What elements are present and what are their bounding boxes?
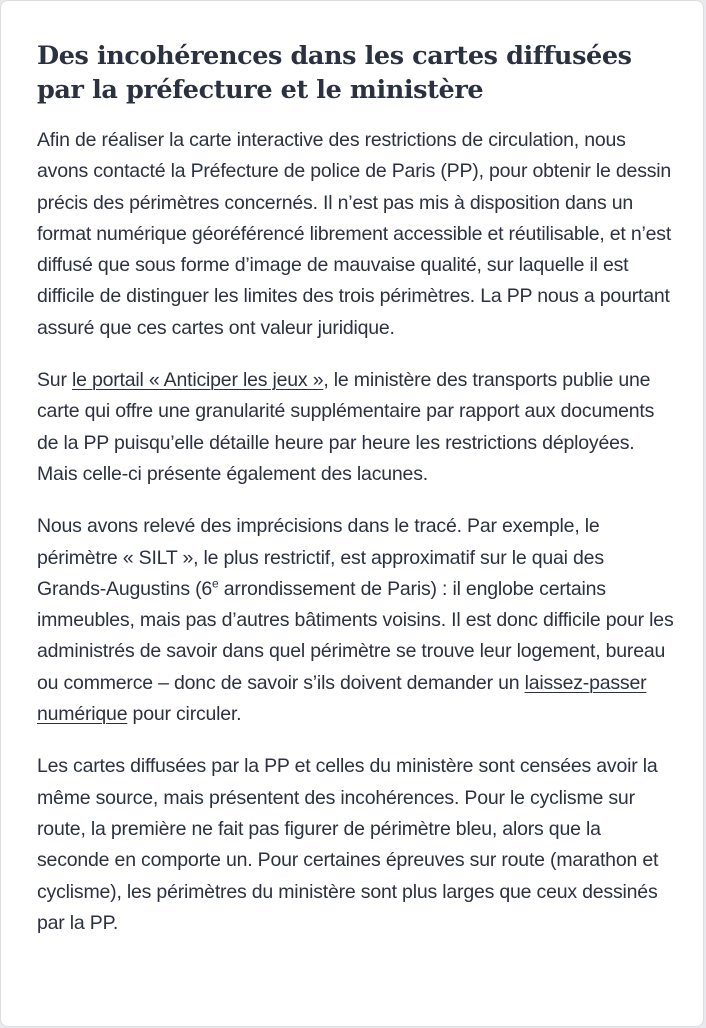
paragraph-1: Afin de réaliser la carte interactive des restrictions de circulation, nous avons contacté la Préfecture de police de Paris (PP), pour obtenir le dessin précis des périmètres concernés. Il n’est pas mis à disposition dans un format numérique géoréférencé librement accessible et réutilisable, et n’est diffusé que sous forme d’image de mauvaise qualité, sur laquelle il est difficile de distinguer les limites des trois périmètres. La PP nous a pourtant assuré que ces cartes ont valeur juridique.: [37, 129, 672, 339]
section-heading: Des incohérences dans les cartes diffusées par la préfecture et le ministère: [37, 41, 632, 105]
article-content: [37, 39, 677, 960]
paragraph-3-text-end: pour circuler.: [127, 703, 242, 726]
paragraph-3-text-middle: arrondissement de Paris) : il englobe certains immeubles, mais pas d’autres bâtiments voisins. Il est donc difficile pour les administrés de savoir dans quel périmètre se trouve leur logement, bureau ou commerce – donc de savoir s’ils doivent demander un: [37, 577, 674, 694]
ordinal-superscript: e: [212, 576, 219, 591]
paragraph-4: Les cartes diffusées par la PP et celles du ministère sont censées avoir la même source, mais présentent des incohérences. Pour le cyclisme sur route, la première ne fait pas figurer de périmètre bleu, alors que la seconde en comporte un. Pour certaines épreuves sur route (marathon et cyclisme), les périmètres du ministère sont plus larges que ceux dessinés par la PP.: [37, 755, 659, 934]
paragraph-3: [37, 511, 677, 730]
anticiper-les-jeux-link[interactable]: le portail « Anticiper les jeux »: [71, 369, 324, 392]
laissez-passer-link[interactable]: laissez-passer numérique: [37, 671, 647, 726]
paragraph-2: [37, 365, 677, 490]
paragraph-3-text-start: Nous avons relevé des imprécisions dans le tracé. Par exemple, le périmètre « SILT », le plus restrictif, est approximatif sur le quai des Grands-Augustins (6: [37, 515, 604, 600]
paragraph-2-text-start: Sur: [37, 369, 72, 392]
paragraph-2-text-end: , le ministère des transports publie une carte qui offre une granularité supplémentaire par rapport aux documents de la PP puisqu’elle détaille heure par heure les restrictions déployées. Mais celle-ci présente également des lacunes.: [37, 369, 655, 485]
